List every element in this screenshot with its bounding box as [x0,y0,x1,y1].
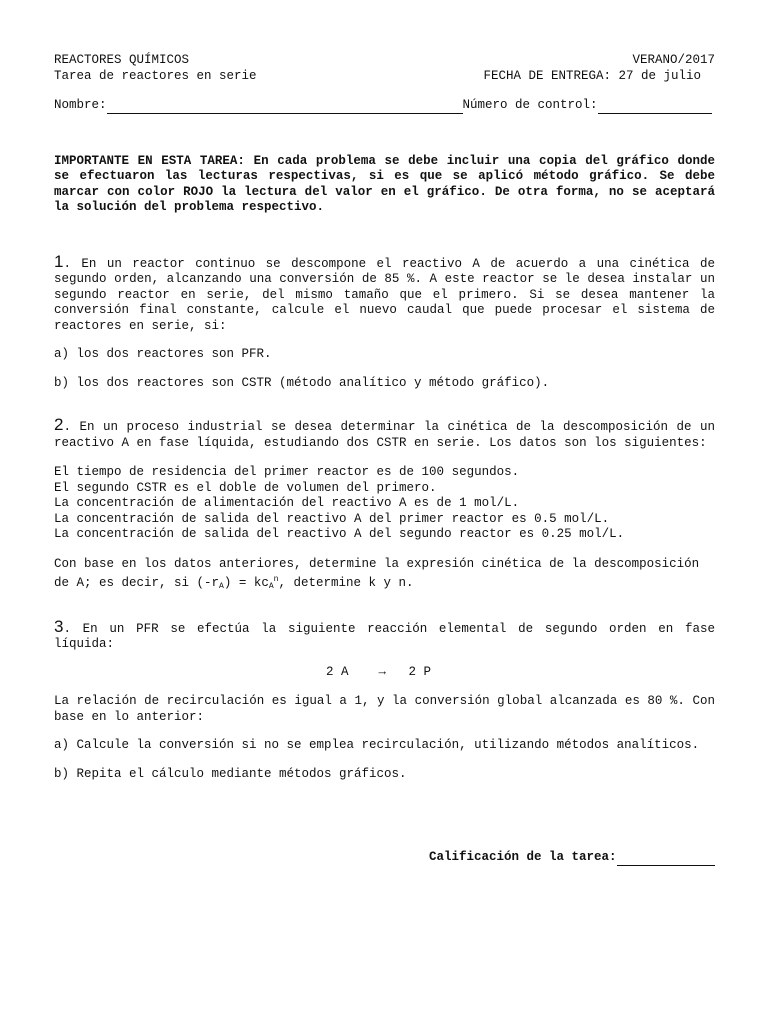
problem-2-data-line: La concentración de salida del reactivo A del primer reactor es 0.5 mol/L. [54,511,610,526]
course-title: REACTORES QUÍMICOS [54,53,190,67]
problem-1-number: 1 [54,251,64,271]
rate-subscript: A [219,582,224,591]
control-number-blank-line[interactable] [598,100,712,114]
problem-2-data-line: El tiempo de residencia del primer reactor es de 100 segundos. [54,465,520,479]
problem-2-data-line: El segundo CSTR es el doble de volumen del primero. [54,480,437,495]
problem-3-text: . En un PFR se efectúa la siguiente reacción elemental de segundo orden en fase líquida: [54,621,715,651]
problem-3-text-2: La relación de recirculación es igual a 1, y la conversión global alcanzada es 80 %. Con base en lo anterior: [54,694,715,724]
problem-2-text: . En un proceso industrial se desea determinar la cinética de la descomposición de un reactivo A en fase líquida, estudiando dos CSTR en serie. Los datos son los siguientes: [54,420,715,450]
problem-2 [54,417,715,451]
name-label: Nombre: [54,98,107,112]
problem-1 [54,251,715,335]
name-blank-line[interactable] [107,100,463,114]
problem-1-option-a: a) los dos reactores son PFR. [54,347,272,361]
header-row-1 [54,53,715,69]
rate-expression-start: de A; es decir, si (-r [54,576,220,590]
problem-1-option-b: b) los dos reactores son CSTR (método analítico y método gráfico). [54,375,550,390]
control-number-label: Número de control: [462,98,598,112]
header-row-2 [54,69,715,85]
assignment-title: Tarea de reactores en serie [54,68,257,83]
problem-2-data [54,465,715,543]
problem-3-option-a: a) Calcule la conversión si no se emplea recirculación, utilizando métodos analíticos. [54,738,700,752]
problem-2-data-line: La concentración de salida del reactivo A del segundo reactor es 0.25 mol/L. [54,527,625,541]
problem-2-data-line: La concentración de alimentación del reactivo A es de 1 mol/L. [54,496,520,510]
rate-expression-end: , determine k y n. [278,576,414,590]
concentration-subscript: A [268,582,274,591]
grade-blank-line[interactable] [617,852,715,866]
problem-3-option-b: b) Repita el cálculo mediante métodos gráficos. [54,766,407,781]
problem-2-conclusion [54,557,715,595]
term-label: VERANO/2017 [632,53,715,67]
problem-2-number: 2 [54,415,64,434]
order-superscript: n [273,575,279,584]
student-fields-row [54,98,715,114]
problem-3 [54,616,715,653]
due-date: FECHA DE ENTREGA: 27 de julio [483,68,701,83]
problem-2-conclusion-line-2 [54,572,715,595]
rate-expression-mid: ) = kc [223,576,269,590]
problem-1-text: . En un reactor continuo se descompone el reactivo A de acuerdo a una cinética de segundo orden, alcanzando una conversión de 85 %. A este reactor se le desea instalar un segundo reactor en serie, del mismo tamaño que el primero. Si se desea mantener la conversión final constante, calcule el nuevo caudal que puede procesar el sistema de reactores en serie, si: [54,256,715,333]
grade-label: Calificación de la tarea: [429,850,617,864]
document-page [54,53,715,782]
problem-2-conclusion-line-1: Con base en los datos anteriores, determine la expresión cinética de la descomposición [54,556,700,571]
reaction-equation: 2 A → 2 P [325,664,432,679]
grade-row [429,850,715,866]
problem-3-number: 3 [54,616,64,636]
important-notice: IMPORTANTE EN ESTA TAREA: En cada problema se debe incluir una copia del gráfico donde se efectuaron las lecturas respectivas, si es que se aplicó método gráfico. Se debe marcar con color ROJO la lectura del valor en el gráfico. De otra forma, no se aceptará la solución del problema respectivo. [54,153,715,214]
